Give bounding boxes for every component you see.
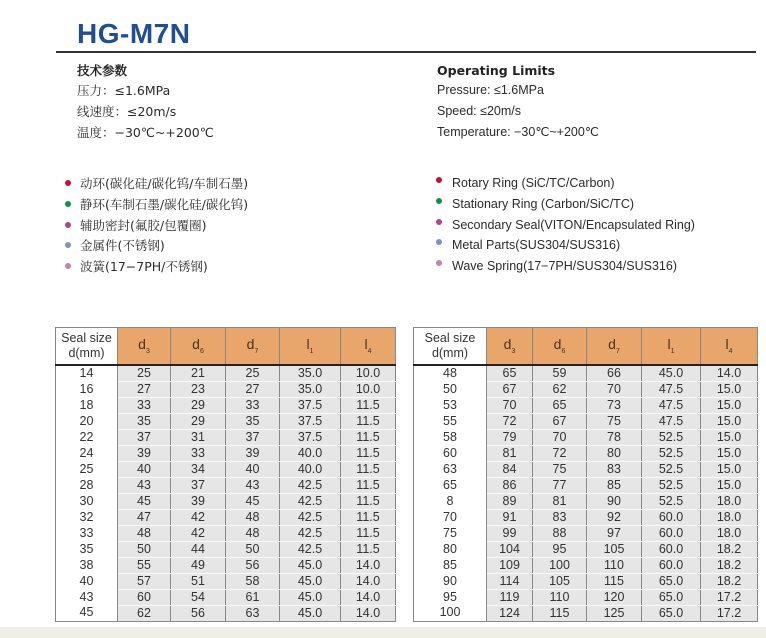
table-cell: 70	[533, 429, 587, 445]
table-cell: 40	[118, 461, 171, 477]
table-cell: 62	[533, 381, 587, 397]
table-cell: 37.5	[280, 429, 341, 445]
header-unit: d(mm)	[68, 345, 105, 360]
bullet-dot-icon	[436, 260, 442, 266]
table-cell: 47.5	[642, 397, 701, 413]
table-cell: 124	[487, 605, 533, 621]
cell-seal-size: 22	[56, 429, 118, 445]
bullet-dot-icon	[436, 198, 442, 204]
table-cell: 37.5	[280, 413, 341, 429]
parts-list-item	[65, 173, 248, 194]
spec-pressure-cn: 压力：≤1.6MPa	[77, 83, 171, 98]
table-cell: 25	[118, 365, 171, 382]
header-seal-size	[414, 328, 487, 365]
table-cell: 15.0	[701, 397, 758, 413]
cell-seal-size: 35	[56, 541, 118, 557]
table-cell: 39	[171, 493, 226, 509]
table-cell: 21	[171, 365, 226, 382]
table-cell: 60.0	[642, 525, 701, 541]
table-cell: 15.0	[701, 445, 758, 461]
table-cell: 17.2	[701, 589, 758, 605]
table-cell: 115	[587, 573, 642, 589]
table-row	[414, 365, 758, 382]
table-cell: 97	[587, 525, 642, 541]
table-cell: 18.0	[701, 493, 758, 509]
table-cell: 79	[487, 429, 533, 445]
cell-seal-size: 32	[56, 509, 118, 525]
table-cell: 67	[533, 413, 587, 429]
table-cell: 34	[171, 461, 226, 477]
table-cell: 10.0	[341, 365, 396, 382]
table-cell: 39	[226, 445, 280, 461]
table-cell: 45	[226, 493, 280, 509]
parts-list-chinese	[65, 173, 248, 276]
parts-list-item	[65, 235, 248, 256]
table-cell: 110	[587, 557, 642, 573]
table-cell: 91	[487, 509, 533, 525]
cell-seal-size: 53	[414, 397, 487, 413]
table-cell: 52.5	[642, 477, 701, 493]
table-cell: 119	[487, 589, 533, 605]
table-cell: 77	[533, 477, 587, 493]
bullet-dot-icon	[65, 222, 71, 228]
table-cell: 58	[226, 573, 280, 589]
table-header-row	[414, 328, 758, 365]
table-cell: 18.0	[701, 525, 758, 541]
table-row	[414, 525, 758, 541]
table-cell: 81	[487, 445, 533, 461]
table-cell: 17.2	[701, 605, 758, 621]
product-title: HG-M7N	[77, 18, 191, 49]
table-cell: 18.2	[701, 541, 758, 557]
table-cell: 48	[226, 509, 280, 525]
part-label: 静环(车制石墨/碳化硅/碳化钨)	[80, 197, 249, 213]
spec-speed-cn: 线速度：≤20m/s	[77, 104, 177, 119]
parts-list-item	[65, 194, 248, 215]
table-cell: 33	[118, 397, 171, 413]
table-cell: 70	[587, 381, 642, 397]
table-row	[414, 397, 758, 413]
table-cell: 33	[226, 397, 280, 413]
table-cell: 14.0	[341, 589, 396, 605]
table-row	[56, 573, 396, 589]
table-cell: 15.0	[701, 429, 758, 445]
table-cell: 35.0	[280, 365, 341, 382]
table-row	[56, 557, 396, 573]
table-cell: 109	[487, 557, 533, 573]
table-cell: 104	[487, 541, 533, 557]
table-cell: 48	[118, 525, 171, 541]
table-cell: 11.5	[341, 413, 396, 429]
table-cell: 115	[533, 605, 587, 621]
cell-seal-size: 55	[414, 413, 487, 429]
parts-list-item	[436, 214, 695, 235]
table-row	[56, 589, 396, 605]
cell-seal-size: 100	[414, 605, 487, 621]
header-d7: $d_7$	[587, 328, 642, 365]
table-cell: 65.0	[642, 573, 701, 589]
table-row	[56, 397, 396, 413]
cell-seal-size: 33	[56, 525, 118, 541]
table-cell: 73	[587, 397, 642, 413]
cell-seal-size: 75	[414, 525, 487, 541]
table-row	[56, 429, 396, 445]
header-l1: $l_1$	[642, 328, 701, 365]
table-cell: 14.0	[701, 365, 758, 382]
table-row	[56, 381, 396, 397]
specs-english	[437, 62, 599, 143]
cell-seal-size: 8	[414, 493, 487, 509]
table-cell: 67	[487, 381, 533, 397]
table-cell: 54	[171, 589, 226, 605]
table-cell: 89	[487, 493, 533, 509]
table-cell: 72	[487, 413, 533, 429]
table-cell: 61	[226, 589, 280, 605]
bullet-dot-icon	[436, 219, 442, 225]
table-cell: 90	[587, 493, 642, 509]
cell-seal-size: 25	[56, 461, 118, 477]
table-cell: 105	[533, 573, 587, 589]
cell-seal-size: 16	[56, 381, 118, 397]
cell-seal-size: 48	[414, 365, 487, 382]
table-row	[414, 605, 758, 621]
table-cell: 35.0	[280, 381, 341, 397]
bullet-dot-icon	[436, 239, 442, 245]
table-cell: 23	[171, 381, 226, 397]
table-cell: 44	[171, 541, 226, 557]
table-cell: 105	[587, 541, 642, 557]
bullet-dot-icon	[65, 263, 71, 269]
table-cell: 114	[487, 573, 533, 589]
table-cell: 85	[587, 477, 642, 493]
table-cell: 56	[171, 605, 226, 621]
bullet-dot-icon	[436, 177, 442, 183]
header-l1: $l_1$	[280, 328, 341, 365]
table-cell: 43	[118, 477, 171, 493]
table-cell: 33	[171, 445, 226, 461]
parts-list-item	[65, 256, 248, 277]
table-cell: 72	[533, 445, 587, 461]
table-cell: 49	[171, 557, 226, 573]
table-header-row	[56, 328, 396, 365]
table-row	[56, 525, 396, 541]
table-row	[414, 381, 758, 397]
header-label: Seal size	[61, 330, 112, 345]
table-row	[56, 365, 396, 382]
table-row	[414, 541, 758, 557]
table-cell: 42.5	[280, 525, 341, 541]
table-cell: 95	[533, 541, 587, 557]
table-cell: 14.0	[341, 557, 396, 573]
table-cell: 37.5	[280, 397, 341, 413]
table-cell: 10.0	[341, 381, 396, 397]
bullet-dot-icon	[65, 180, 71, 186]
header-d6: $d_6$	[171, 328, 226, 365]
table-cell: 47	[118, 509, 171, 525]
cell-seal-size: 18	[56, 397, 118, 413]
table-cell: 57	[118, 573, 171, 589]
table-cell: 78	[587, 429, 642, 445]
table-cell: 37	[171, 477, 226, 493]
table-cell: 60.0	[642, 509, 701, 525]
header-unit: d(mm)	[431, 345, 469, 360]
table-row	[56, 461, 396, 477]
table-cell: 18.0	[701, 509, 758, 525]
table-cell: 48	[226, 525, 280, 541]
header-d6: $d_6$	[533, 328, 587, 365]
table-cell: 59	[533, 365, 587, 382]
table-row	[414, 413, 758, 429]
table-cell: 11.5	[341, 429, 396, 445]
table-cell: 62	[118, 605, 171, 621]
table-cell: 11.5	[341, 477, 396, 493]
table-cell: 27	[226, 381, 280, 397]
table-row	[414, 429, 758, 445]
table-cell: 42.5	[280, 477, 341, 493]
table-cell: 51	[171, 573, 226, 589]
specs-cn-heading: 技术参数	[77, 63, 128, 78]
table-row	[414, 461, 758, 477]
spec-speed-en: Speed: ≤20m/s	[437, 104, 521, 118]
parts-list-english	[436, 173, 695, 276]
table-row	[56, 493, 396, 509]
table-row	[414, 589, 758, 605]
table-cell: 40.0	[280, 445, 341, 461]
table-cell: 45.0	[280, 557, 341, 573]
table-cell: 83	[533, 509, 587, 525]
table-cell: 15.0	[701, 381, 758, 397]
cell-seal-size: 95	[414, 589, 487, 605]
cell-seal-size: 24	[56, 445, 118, 461]
table-cell: 83	[587, 461, 642, 477]
table-cell: 42.5	[280, 541, 341, 557]
table-row	[414, 509, 758, 525]
table-cell: 63	[226, 605, 280, 621]
table-cell: 43	[226, 477, 280, 493]
table-cell: 75	[587, 413, 642, 429]
part-label: Secondary Seal(VITON/Encapsulated Ring)	[452, 217, 695, 232]
table-row	[56, 541, 396, 557]
table-cell: 42.5	[280, 509, 341, 525]
table-cell: 29	[171, 397, 226, 413]
table-cell: 55	[118, 557, 171, 573]
table-cell: 39	[118, 445, 171, 461]
table-cell: 15.0	[701, 477, 758, 493]
cell-seal-size: 30	[56, 493, 118, 509]
table-cell: 25	[226, 365, 280, 382]
parts-list-item	[436, 256, 695, 277]
part-label: 波簧(17−7PH/不锈钢)	[80, 259, 208, 275]
cell-seal-size: 70	[414, 509, 487, 525]
header-label: Seal size	[424, 330, 476, 345]
cell-seal-size: 40	[56, 573, 118, 589]
table-cell: 80	[587, 445, 642, 461]
cell-seal-size: 63	[414, 461, 487, 477]
cell-seal-size: 38	[56, 557, 118, 573]
table-cell: 75	[533, 461, 587, 477]
cell-seal-size: 20	[56, 413, 118, 429]
table-cell: 92	[587, 509, 642, 525]
table-row	[56, 413, 396, 429]
cell-seal-size: 60	[414, 445, 487, 461]
table-cell: 60	[118, 589, 171, 605]
title-divider	[56, 51, 756, 53]
cell-seal-size: 50	[414, 381, 487, 397]
part-label: Stationary Ring (Carbon/SiC/TC)	[452, 197, 635, 212]
table-cell: 52.5	[642, 493, 701, 509]
part-label: Wave Spring(17−7PH/SUS304/SUS316)	[452, 259, 677, 274]
table-cell: 52.5	[642, 461, 701, 477]
table-cell: 14.0	[341, 605, 396, 621]
table-cell: 45.0	[280, 589, 341, 605]
table-cell: 88	[533, 525, 587, 541]
table-cell: 11.5	[341, 541, 396, 557]
cell-seal-size: 28	[56, 477, 118, 493]
dimensions-table-1	[55, 327, 396, 622]
spec-pressure-en: Pressure: ≤1.6MPa	[437, 83, 544, 97]
table-row	[56, 445, 396, 461]
table-cell: 65.0	[642, 589, 701, 605]
table-cell: 40	[226, 461, 280, 477]
header-l4: $l_4$	[701, 328, 758, 365]
table-cell: 52.5	[642, 429, 701, 445]
table-cell: 37	[118, 429, 171, 445]
cell-seal-size: 45	[56, 605, 118, 621]
specs-en-heading: Operating Limits	[437, 63, 556, 78]
table-row	[414, 573, 758, 589]
bullet-dot-icon	[65, 242, 71, 248]
table-cell: 65.0	[642, 605, 701, 621]
table-cell: 45	[118, 493, 171, 509]
table-cell: 11.5	[341, 525, 396, 541]
bullet-dot-icon	[65, 201, 71, 207]
table-cell: 66	[587, 365, 642, 382]
table-cell: 60.0	[642, 541, 701, 557]
table-row	[56, 509, 396, 525]
part-label: 辅助密封(氟胶/包覆圈)	[80, 217, 207, 233]
table-cell: 81	[533, 493, 587, 509]
header-d7: $d_7$	[226, 328, 280, 365]
table-cell: 18.2	[701, 573, 758, 589]
table-cell: 56	[226, 557, 280, 573]
part-label: Rotary Ring (SiC/TC/Carbon)	[452, 176, 615, 191]
table-cell: 45.0	[280, 605, 341, 621]
part-label: 金属件(不锈钢)	[80, 238, 165, 254]
table-row	[414, 477, 758, 493]
dimensions-table-2	[413, 327, 758, 622]
header-d3: $d_3$	[118, 328, 171, 365]
table-cell: 37	[226, 429, 280, 445]
header-l4: $l_4$	[341, 328, 396, 365]
table-row	[414, 445, 758, 461]
table-cell: 120	[587, 589, 642, 605]
table-cell: 11.5	[341, 397, 396, 413]
table-row	[414, 557, 758, 573]
table-cell: 110	[533, 589, 587, 605]
cell-seal-size: 90	[414, 573, 487, 589]
table-cell: 65	[533, 397, 587, 413]
table-row	[56, 477, 396, 493]
cell-seal-size: 65	[414, 477, 487, 493]
table-cell: 11.5	[341, 493, 396, 509]
table-cell: 125	[587, 605, 642, 621]
table-cell: 31	[171, 429, 226, 445]
table-row	[56, 605, 396, 621]
table-cell: 50	[118, 541, 171, 557]
table-cell: 18.2	[701, 557, 758, 573]
cell-seal-size: 58	[414, 429, 487, 445]
table-cell: 47.5	[642, 413, 701, 429]
cell-seal-size: 85	[414, 557, 487, 573]
table-cell: 42	[171, 525, 226, 541]
table-cell: 84	[487, 461, 533, 477]
table-cell: 70	[487, 397, 533, 413]
table-cell: 42	[171, 509, 226, 525]
table-cell: 50	[226, 541, 280, 557]
table-cell: 29	[171, 413, 226, 429]
table-cell: 14.0	[341, 573, 396, 589]
parts-list-item	[436, 173, 695, 194]
parts-list-item	[436, 194, 695, 215]
spec-temperature-en: Temperature: −30℃~+200℃	[437, 125, 599, 139]
cell-seal-size: 43	[56, 589, 118, 605]
table-cell: 11.5	[341, 445, 396, 461]
table-cell: 42.5	[280, 493, 341, 509]
header-seal-size	[56, 328, 118, 365]
table-cell: 52.5	[642, 445, 701, 461]
table-cell: 45.0	[280, 573, 341, 589]
table-cell: 11.5	[341, 461, 396, 477]
table-cell: 15.0	[701, 461, 758, 477]
table-cell: 15.0	[701, 413, 758, 429]
table-cell: 47.5	[642, 381, 701, 397]
table-cell: 100	[533, 557, 587, 573]
table-cell: 45.0	[642, 365, 701, 382]
table-cell: 35	[226, 413, 280, 429]
parts-list-item	[436, 235, 695, 256]
part-label: 动环(碳化硅/碳化钨/车制石墨)	[80, 176, 249, 192]
table-cell: 27	[118, 381, 171, 397]
parts-list-item	[65, 214, 248, 235]
specs-chinese	[77, 62, 214, 143]
cell-seal-size: 14	[56, 365, 118, 382]
table-cell: 11.5	[341, 509, 396, 525]
table-cell: 86	[487, 477, 533, 493]
table-cell: 40.0	[280, 461, 341, 477]
spec-temperature-cn: 温度：−30℃~+200℃	[77, 125, 214, 140]
table-cell: 60.0	[642, 557, 701, 573]
table-cell: 35	[118, 413, 171, 429]
part-label: Metal Parts(SUS304/SUS316)	[452, 238, 621, 253]
cell-seal-size: 80	[414, 541, 487, 557]
table-cell: 65	[487, 365, 533, 382]
header-d3: $d_3$	[487, 328, 533, 365]
footer-band	[0, 627, 766, 638]
table-row	[414, 493, 758, 509]
table-cell: 99	[487, 525, 533, 541]
